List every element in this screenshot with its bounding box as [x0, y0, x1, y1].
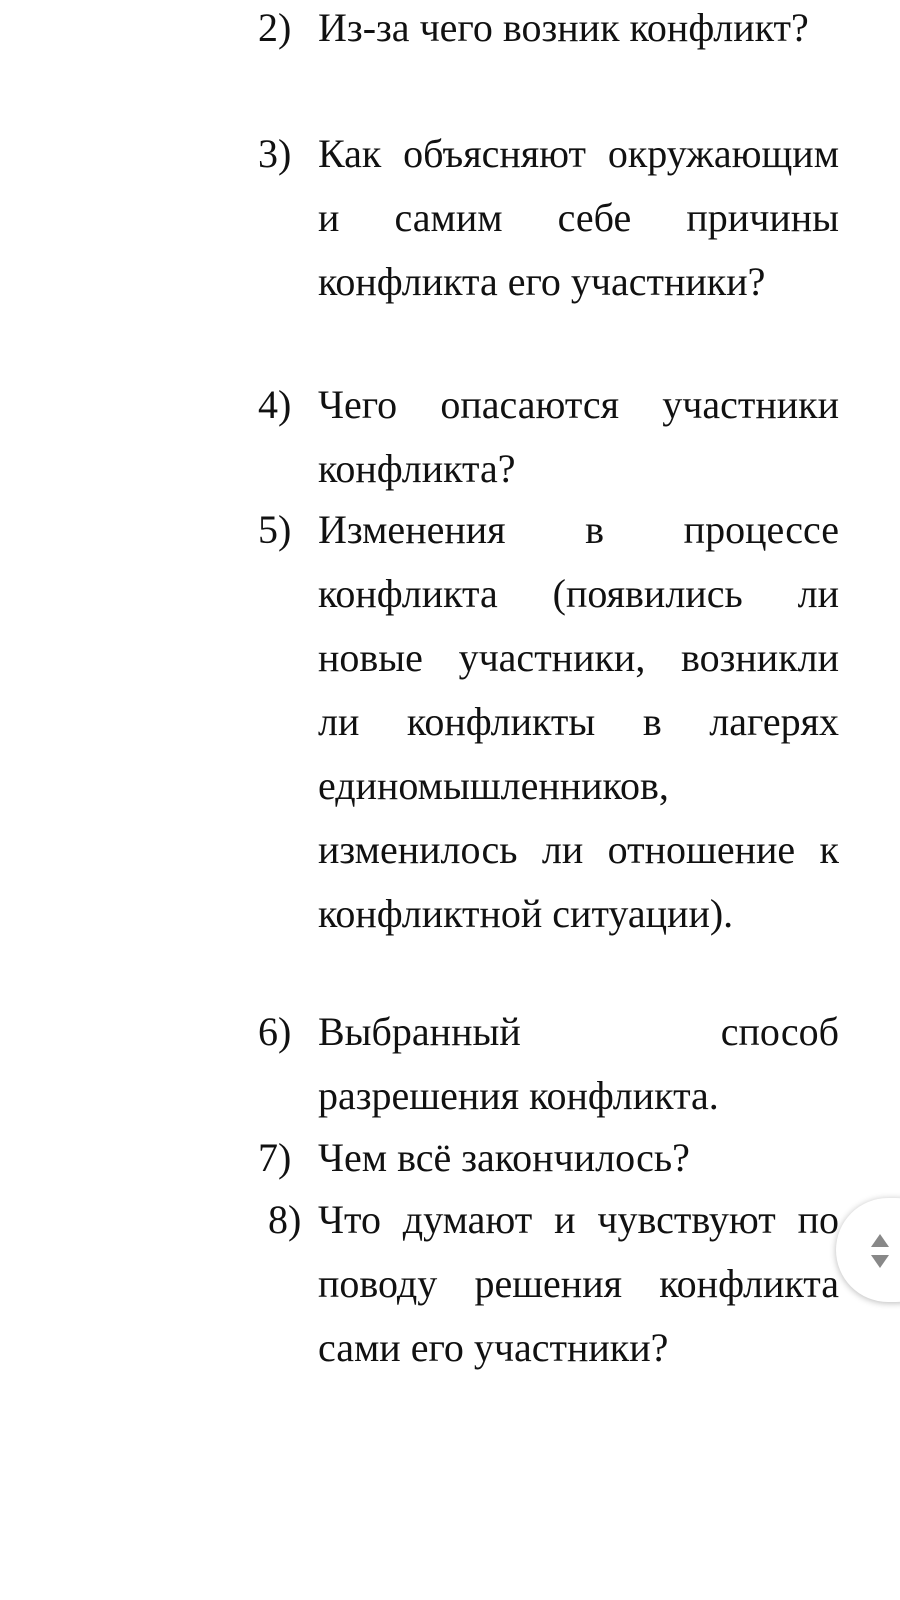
- item-number: 7): [258, 1135, 292, 1180]
- item-number: 3): [258, 131, 292, 176]
- item-number: 6): [258, 1009, 292, 1054]
- item-text: Чего опасаются участники конфликта?: [318, 382, 839, 491]
- item-number: 2): [258, 5, 292, 50]
- item-number: 4): [258, 382, 292, 427]
- item-number: 8): [268, 1197, 302, 1242]
- item-number: 5): [258, 507, 292, 552]
- item-text: Что думают и чувствуют по поводу решения конфликта сами его участники?: [318, 1197, 839, 1370]
- item-text: Выбранный способ разрешения конфликта.: [318, 1009, 839, 1118]
- item-text: Изменения в процессе конфликта (появились ли новые участники, возникли ли конфликты в лагерях единомышленников, изменилось ли отношение к конфликтной ситуации).: [318, 507, 839, 936]
- item-text: Как объясняют окружающим и самим себе причины конфликта его участники?: [318, 131, 839, 304]
- item-text: Чем всё закончилось?: [318, 1135, 690, 1180]
- scroll-up-down-icon: [870, 1232, 890, 1270]
- item-text: Из-за чего возник конфликт?: [318, 5, 809, 50]
